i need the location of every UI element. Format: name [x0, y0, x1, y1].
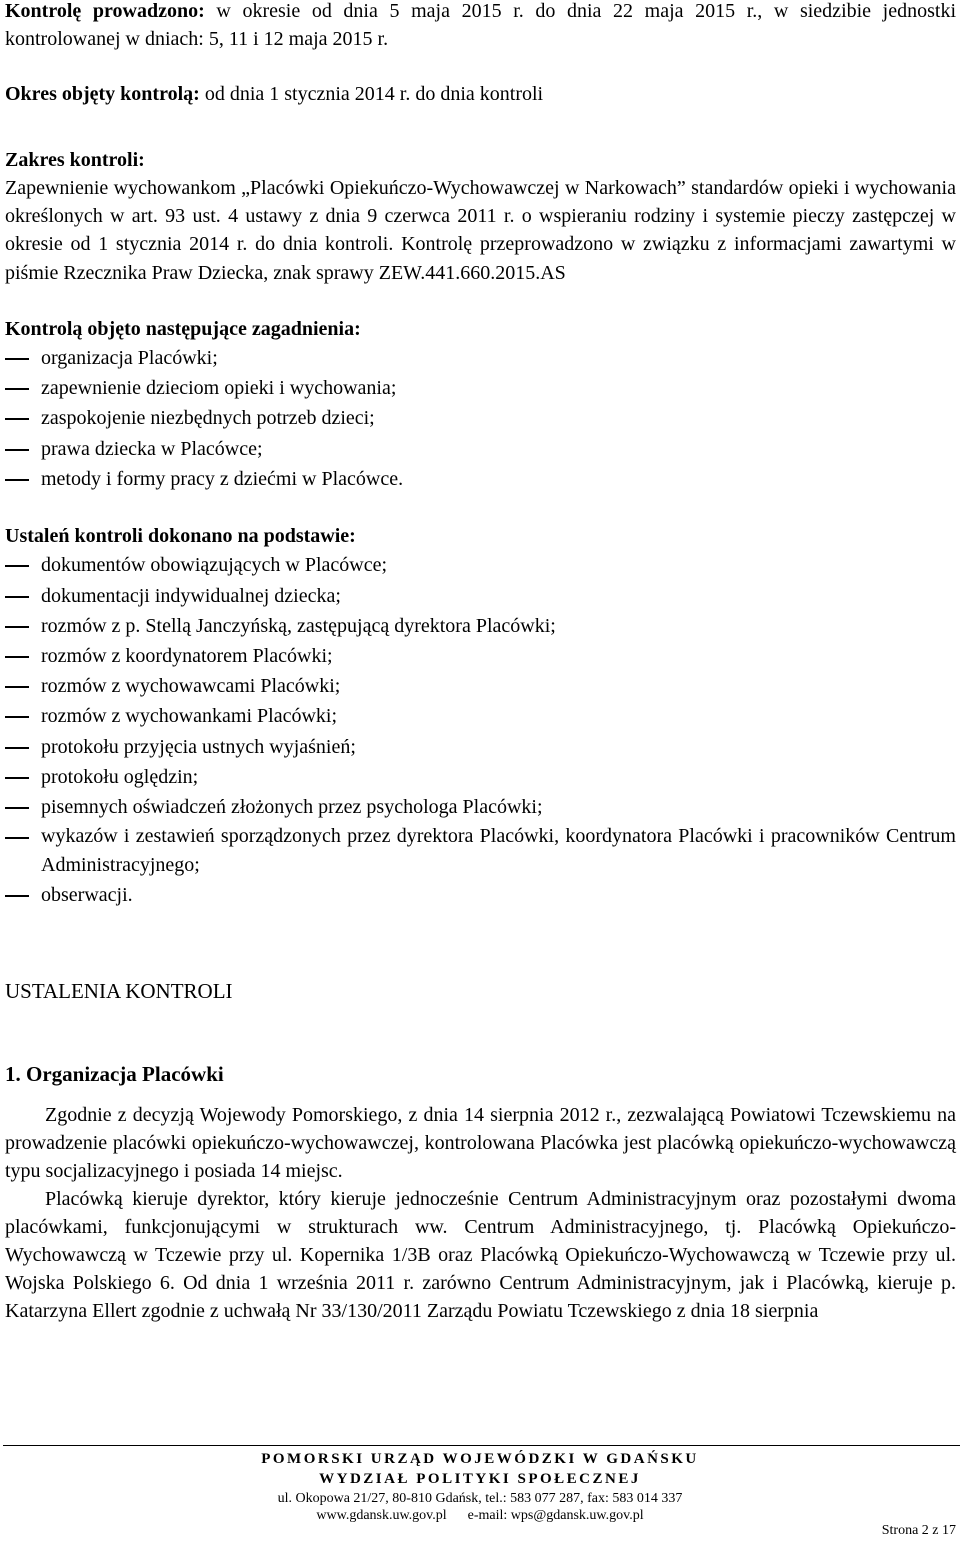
- kontrole-label: Kontrolę prowadzono:: [5, 0, 205, 22]
- footer-department: WYDZIAŁ POLITYKI SPOŁECZNEJ: [319, 1471, 641, 1487]
- okres-paragraph: [5, 80, 956, 108]
- footer-office-name: POMORSKI URZĄD WOJEWÓDZKI W GDAŃSKU: [261, 1451, 699, 1467]
- section-1-title: 1. Organizacja Placówki: [5, 1062, 224, 1087]
- footer-contact: www.gdansk.uw.gov.pl e-mail: wps@gdansk.uw.gov.pl: [316, 1508, 644, 1523]
- footer-rule: [3, 1445, 960, 1446]
- footer-address: ul. Okopowa 21/27, 80-810 Gdańsk, tel.: 583 077 287, fax: 583 014 337: [277, 1491, 683, 1506]
- list-item: rozmów z koordynatorem Placówki;: [5, 641, 956, 671]
- list-item: metody i formy pracy z dziećmi w Placówce.: [5, 464, 956, 494]
- section-1-para-1: Zgodnie z decyzją Wojewody Pomorskiego, z dnia 14 sierpnia 2012 r., zezwalającą Powiatowi Tczewskiemu na prowadzenie placówki opiekuńczo-wychowawczej, kontrolowana Placówka jest placówką opiekuńczo-wychowawczą typu socjalizacyjnego i posiada 14 miejsc.: [5, 1104, 956, 1183]
- list-item: obserwacji.: [5, 880, 956, 910]
- ustalenia-title: USTALENIA KONTROLI: [5, 979, 233, 1004]
- zakres-text: Zapewnienie wychowankom „Placówki Opiekuńczo-Wychowawczej w Narkowach” standardów opieki i wychowania określonych w art. 93 ust. 4 ustawy z dnia 9 czerwca 2011 r. o wspieraniu rodziny i systemie pieczy zastępczej w okresie od 1 stycznia 2014 r. do dnia kontroli. Kontrolę przeprowadzono w związku z informacjami zawartymi w piśmie Rzecznika Praw Dziecka, znak sprawy ZEW.441.660.2015.AS: [5, 177, 956, 284]
- section-1-para-2: Placówką kieruje dyrektor, który kieruje jednocześnie Centrum Administracyjnym oraz pozostałymi dwoma placówkami, funkcjonującymi w strukturach ww. Centrum Administracyjnego, tj. Placówką Opiekuńczo-Wychowawczą w Tczewie przy ul. Kopernika 1/3B oraz Placówką Opiekuńczo-Wychowawczą w Tczewie przy ul. Wojska Polskiego 6. Od dnia 1 września 2011 r. zarówno Centrum Administracyjnym, jak i Placówką, kieruje p. Katarzyna Ellert zgodnie z uchwałą Nr 33/130/2011 Zarządu Powiatu Tczewskiego z dnia 18 sierpnia: [5, 1188, 956, 1323]
- page-footer: [0, 1445, 960, 1544]
- okres-text: od dnia 1 stycznia 2014 r. do dnia kontroli: [199, 83, 544, 105]
- zagadnienia-label: Kontrolą objęto następujące zagadnienia:: [5, 317, 361, 340]
- list-item: rozmów z wychowankami Placówki;: [5, 701, 956, 731]
- page-number: Strona 2 z 17: [881, 1523, 956, 1538]
- list-item: protokołu przyjęcia ustnych wyjaśnień;: [5, 732, 956, 762]
- okres-label: Okres objęty kontrolą:: [5, 83, 200, 105]
- list-item: organizacja Placówki;: [5, 343, 956, 373]
- list-item: zapewnienie dzieciom opieki i wychowania;: [5, 373, 956, 403]
- list-item: dokumentacji indywidualnej dziecka;: [5, 581, 956, 611]
- zagadnienia-list: [5, 343, 956, 494]
- list-item: pisemnych oświadczeń złożonych przez psychologa Placówki;: [5, 792, 956, 822]
- list-item: zaspokojenie niezbędnych potrzeb dzieci;: [5, 403, 956, 433]
- kontrole-paragraph: [5, 0, 956, 53]
- list-item: protokołu oględzin;: [5, 762, 956, 792]
- list-item: wykazów i zestawień sporządzonych przez dyrektora Placówki, koordynatora Placówki i pracowników Centrum Administracyjnego;: [5, 822, 956, 880]
- zakres-label: Zakres kontroli:: [5, 149, 145, 171]
- kontrole-text: w okresie od dnia 5 maja 2015 r. do dnia 22 maja 2015 r., w siedzibie jednostki kontrolowanej w dniach: 5, 11 i 12 maja 2015 r.: [5, 0, 956, 50]
- list-item: prawa dziecka w Placówce;: [5, 434, 956, 464]
- podstawa-list: [5, 550, 956, 910]
- podstawa-label: Ustaleń kontroli dokonano na podstawie:: [5, 525, 356, 548]
- list-item: rozmów z p. Stellą Janczyńską, zastępującą dyrektora Placówki;: [5, 611, 956, 641]
- list-item: dokumentów obowiązujących w Placówce;: [5, 550, 956, 580]
- list-item: rozmów z wychowawcami Placówki;: [5, 671, 956, 701]
